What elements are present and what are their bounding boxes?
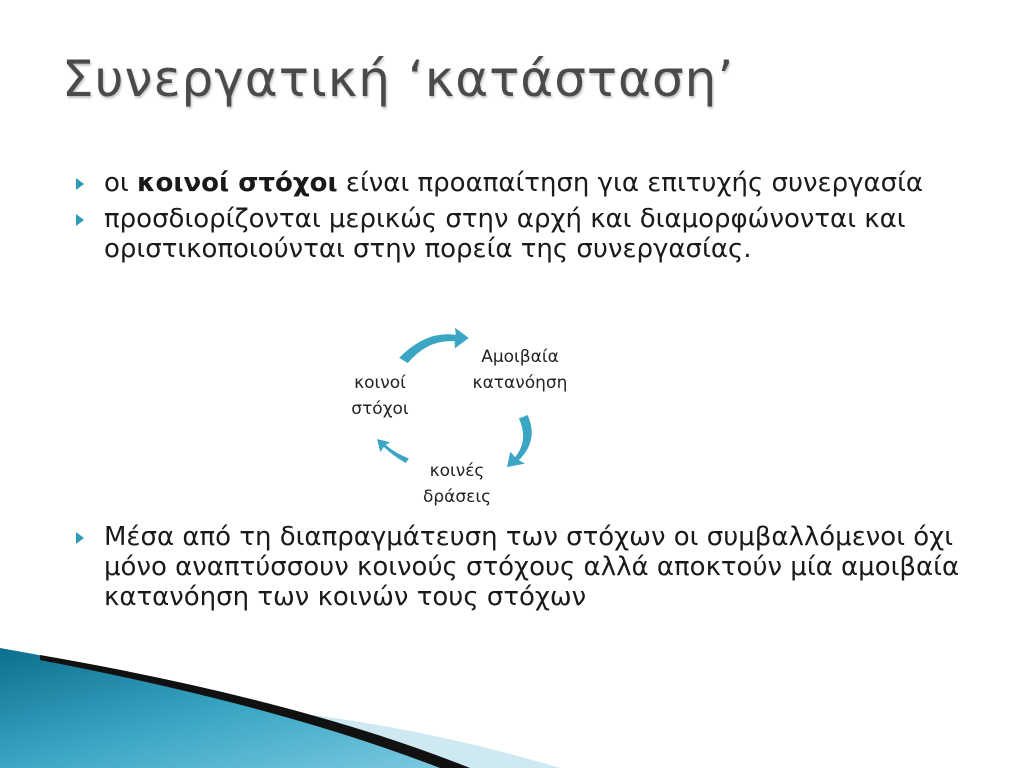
cycle-node-label: Αμοιβαία κατανόηση [472,347,568,393]
slide-title: Συνεργατική ‘κατάσταση’ [62,50,735,108]
bullet-item [70,522,970,612]
bullet-text-bold: κοινοί στόχοι [136,168,338,198]
bullet-arrow-icon [76,532,84,544]
cycle-arrow-right [506,414,533,468]
bullet-text: προσδιορίζονται μερικώς στην αρχή και διαμορφώνονται και οριστικοποιούνται στην πορεία της συνεργασίας. [104,204,906,264]
cycle-node-label: κοινοί στόχοι [351,373,409,419]
cycle-arrow-left [376,438,410,464]
bullet-list-top [70,168,970,270]
bullet-text-pre: οι [104,168,137,198]
cycle-node-label: κοινές δράσεις [422,461,492,507]
bullet-item [70,168,970,198]
cycle-arrow-top [398,326,470,364]
bullet-text-post: είναι προαπαίτηση για επιτυχής συνεργασία [337,168,924,198]
bullet-text: Μέσα από τη διαπραγμάτευση των στόχων οι συμβαλλόμενοι όχι μόνο αναπτύσσουν κοινούς στόχους αλλά αποκτούν μία αμοιβαία κατανόηση των κοινών τους στόχων [104,522,960,612]
cycle-diagram [330,318,620,518]
bullet-item [70,204,970,264]
bullet-list-bottom [70,522,970,618]
bullet-arrow-icon [76,214,84,226]
bullet-arrow-icon [76,178,84,190]
